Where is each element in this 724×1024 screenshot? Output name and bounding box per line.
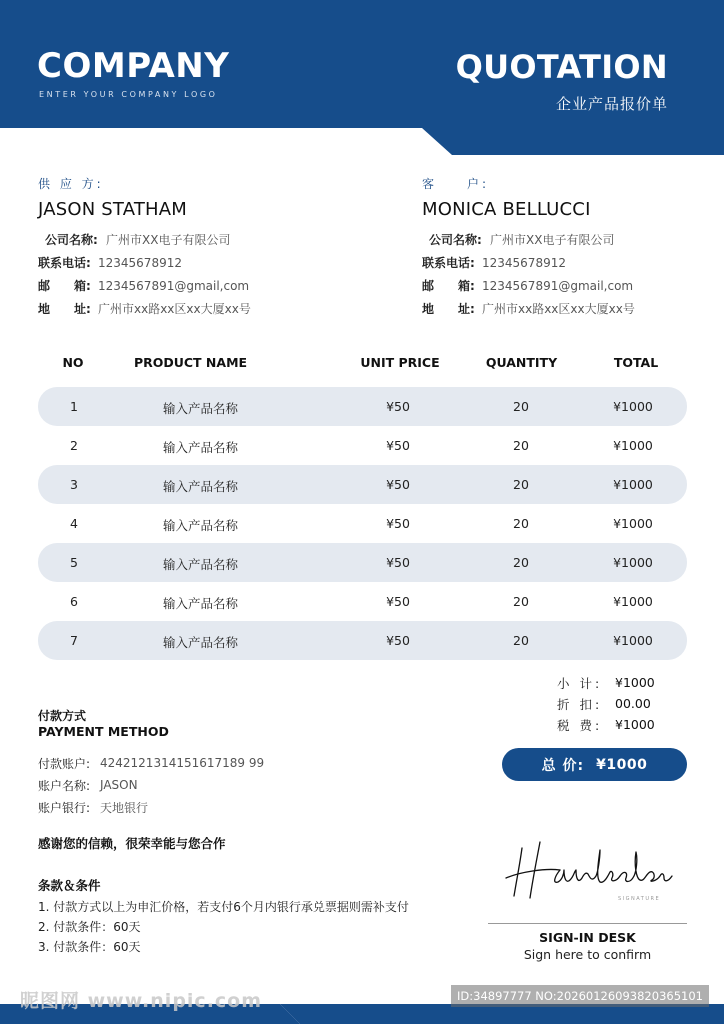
customer-company-row bbox=[422, 228, 722, 251]
payment-account-row bbox=[38, 752, 358, 774]
cell-unit-price: ¥50 bbox=[386, 633, 410, 648]
discount-value: 00.00 bbox=[615, 696, 651, 711]
cell-quantity: 20 bbox=[513, 555, 529, 570]
supplier-block bbox=[38, 175, 338, 320]
cell-unit-price: ¥50 bbox=[386, 477, 410, 492]
sign-in-desk-label: SIGN-IN DESK bbox=[539, 930, 636, 945]
cell-product-name: 输入产品名称 bbox=[162, 596, 238, 611]
cell-unit-price: ¥50 bbox=[386, 594, 410, 609]
cell-quantity: 20 bbox=[513, 399, 529, 414]
field-label: 邮 箱: bbox=[38, 279, 91, 293]
company-logo-subtitle: ENTER YOUR COMPANY LOGO bbox=[39, 90, 218, 99]
cell-unit-price: ¥50 bbox=[386, 438, 410, 453]
cell-unit-price: ¥50 bbox=[386, 399, 410, 414]
cell-product-name: 输入产品名称 bbox=[162, 635, 238, 650]
cell-no: 4 bbox=[70, 516, 78, 531]
table-header bbox=[38, 355, 687, 375]
table-row bbox=[38, 387, 687, 426]
header-banner bbox=[0, 0, 724, 155]
field-value: 广州市xx路xx区xx大厦xx号 bbox=[98, 302, 251, 316]
cell-quantity: 20 bbox=[513, 438, 529, 453]
cell-product-name: 输入产品名称 bbox=[162, 518, 238, 533]
field-label: 邮 箱: bbox=[422, 279, 475, 293]
cell-no: 6 bbox=[70, 594, 78, 609]
grand-total-label: 总 价: bbox=[541, 757, 585, 774]
cell-no: 7 bbox=[70, 633, 78, 648]
terms-block bbox=[38, 876, 458, 958]
field-label: 联系电话: bbox=[38, 256, 91, 270]
column-header-product-name: PRODUCT NAME bbox=[133, 355, 248, 370]
customer-block bbox=[422, 175, 722, 320]
watermark-right: ID:34897777 NO:20260126093820365101 bbox=[451, 985, 709, 1007]
subtotal-value: ¥1000 bbox=[615, 675, 655, 690]
tax-row bbox=[557, 714, 687, 735]
table-row bbox=[38, 582, 687, 621]
cell-total: ¥1000 bbox=[613, 516, 653, 531]
customer-phone-row bbox=[422, 251, 722, 274]
field-value: 1234567891@gmail,com bbox=[482, 278, 634, 293]
cell-unit-price: ¥50 bbox=[386, 555, 410, 570]
document-subtitle: 企业产品报价单 bbox=[555, 95, 668, 113]
subtotal-label: 小 计: bbox=[557, 675, 603, 691]
field-value: 广州市xx路xx区xx大厦xx号 bbox=[482, 302, 635, 316]
payment-account-name-row bbox=[38, 774, 358, 796]
payment-title-cn: 付款方式 bbox=[38, 709, 87, 723]
field-label: 公司名称: bbox=[45, 233, 98, 247]
cell-total: ¥1000 bbox=[613, 555, 653, 570]
watermark-left: 昵图网 www.nipic.com bbox=[20, 990, 263, 1012]
cell-no: 5 bbox=[70, 555, 78, 570]
field-label: 公司名称: bbox=[429, 233, 482, 247]
discount-label: 折 扣: bbox=[557, 696, 603, 712]
cell-quantity: 20 bbox=[513, 477, 529, 492]
cell-no: 1 bbox=[70, 399, 78, 414]
cell-quantity: 20 bbox=[513, 633, 529, 648]
field-value: 天地银行 bbox=[100, 800, 149, 815]
field-label: 账户银行: bbox=[38, 800, 91, 815]
field-value: 1234567891@gmail,com bbox=[98, 278, 250, 293]
column-header-total: TOTAL bbox=[613, 355, 659, 370]
customer-address-row bbox=[422, 297, 722, 320]
grand-total-badge bbox=[502, 748, 687, 781]
cell-product-name: 输入产品名称 bbox=[162, 479, 238, 494]
supplier-company-row bbox=[38, 228, 338, 251]
terms-item: 1. 付款方式以上为申汇价格，若支付6个月内银行承兑票据则需补支付 bbox=[38, 900, 409, 914]
field-value: 12345678912 bbox=[98, 255, 182, 270]
field-value: 12345678912 bbox=[482, 255, 566, 270]
payment-title-en: PAYMENT METHOD bbox=[38, 724, 169, 739]
field-label: 账户名称: bbox=[38, 778, 91, 793]
supplier-name: JASON STATHAM bbox=[38, 199, 187, 220]
field-value: 广州市XX电子有限公司 bbox=[490, 233, 615, 247]
cell-quantity: 20 bbox=[513, 594, 529, 609]
cell-total: ¥1000 bbox=[613, 633, 653, 648]
subtotal-row bbox=[557, 672, 687, 693]
grand-total-value: ¥1000 bbox=[596, 756, 648, 773]
supplier-phone-row bbox=[38, 251, 338, 274]
cell-total: ¥1000 bbox=[613, 438, 653, 453]
supplier-email-row bbox=[38, 274, 338, 297]
field-value: 广州市XX电子有限公司 bbox=[106, 233, 231, 247]
product-table bbox=[38, 387, 687, 660]
field-label: 地 址: bbox=[422, 302, 475, 316]
table-row bbox=[38, 504, 687, 543]
sign-here-hint: Sign here to confirm bbox=[523, 947, 652, 962]
supplier-address-row bbox=[38, 297, 338, 320]
document-title: QUOTATION bbox=[455, 48, 668, 86]
terms-title: 条款＆条件 bbox=[38, 878, 101, 893]
table-row bbox=[38, 426, 687, 465]
customer-role-label: 客 户: bbox=[422, 177, 490, 191]
customer-name: MONICA BELLUCCI bbox=[422, 199, 591, 220]
field-value: JASON bbox=[100, 778, 138, 792]
field-label: 付款账户: bbox=[38, 756, 91, 771]
cell-total: ¥1000 bbox=[613, 594, 653, 609]
cell-total: ¥1000 bbox=[613, 399, 653, 414]
field-label: 地 址: bbox=[38, 302, 91, 316]
company-logo-text: COMPANY bbox=[37, 46, 230, 86]
column-header-no: NO bbox=[62, 355, 84, 370]
payment-block bbox=[38, 707, 358, 818]
summary-block bbox=[557, 672, 687, 735]
column-header-unit-price: UNIT PRICE bbox=[360, 355, 440, 370]
cell-no: 3 bbox=[70, 477, 78, 492]
terms-item: 2. 付款条件：60天 bbox=[38, 920, 141, 934]
cell-product-name: 输入产品名称 bbox=[162, 401, 238, 416]
cell-product-name: 输入产品名称 bbox=[162, 440, 238, 455]
table-row bbox=[38, 621, 687, 660]
column-header-quantity: QUANTITY bbox=[485, 355, 558, 370]
tax-value: ¥1000 bbox=[615, 717, 655, 732]
discount-row bbox=[557, 693, 687, 714]
table-row bbox=[38, 465, 687, 504]
cell-unit-price: ¥50 bbox=[386, 516, 410, 531]
cell-total: ¥1000 bbox=[613, 477, 653, 492]
field-value: 4242121314151617189 99 bbox=[100, 756, 265, 770]
thanks-message: 感谢您的信赖，很荣幸能与您合作 bbox=[38, 836, 226, 851]
payment-bank-row bbox=[38, 796, 358, 818]
cell-no: 2 bbox=[70, 438, 78, 453]
tax-label: 税 费: bbox=[557, 717, 603, 733]
terms-item: 3. 付款条件：60天 bbox=[38, 940, 141, 954]
cell-quantity: 20 bbox=[513, 516, 529, 531]
table-row bbox=[38, 543, 687, 582]
cell-product-name: 输入产品名称 bbox=[162, 557, 238, 572]
supplier-role-label: 供 应 方: bbox=[38, 177, 104, 191]
handwritten-signature bbox=[500, 838, 680, 908]
signature-line bbox=[488, 923, 687, 924]
customer-email-row bbox=[422, 274, 722, 297]
field-label: 联系电话: bbox=[422, 256, 475, 270]
signature-caption: SIGNATURE bbox=[618, 896, 661, 902]
